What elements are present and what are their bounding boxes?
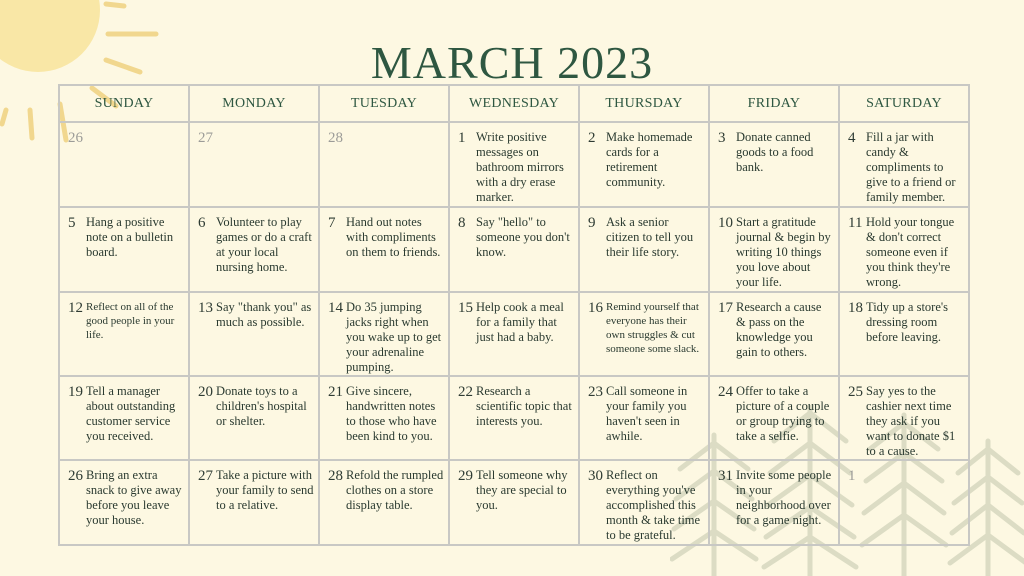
day-number: 7	[328, 215, 336, 231]
day-number: 19	[68, 384, 83, 400]
day-cell	[449, 460, 579, 545]
day-activity: Refold the rumpled clothes on a store display table.	[346, 468, 444, 512]
day-cell	[709, 122, 839, 207]
day-cell	[839, 122, 969, 207]
day-activity: Hand out notes with compliments on them to friends.	[346, 215, 441, 259]
day-cell	[579, 292, 709, 376]
day-cell	[839, 460, 969, 545]
day-number: 15	[458, 300, 473, 316]
day-activity: Say "thank you" as much as possible.	[216, 300, 312, 329]
calendar-grid	[58, 84, 970, 546]
day-activity: Fill a jar with candy & compliments to give to a friend or family member.	[866, 130, 956, 204]
day-cell	[189, 376, 319, 460]
day-activity: Make homemade cards for a retirement community.	[606, 130, 693, 189]
day-activity: Reflect on all of the good people in your life.	[86, 301, 175, 341]
day-number: 20	[198, 384, 213, 400]
day-cell	[709, 207, 839, 292]
weekday-header-saturday: SATURDAY	[839, 85, 969, 122]
day-cell	[189, 460, 319, 545]
day-number: 1	[458, 130, 466, 146]
day-cell	[319, 207, 449, 292]
day-activity: Offer to take a picture of a couple or group trying to take a selfie.	[736, 384, 830, 443]
day-cell	[579, 207, 709, 292]
day-number: 27	[198, 468, 213, 484]
day-number: 16	[588, 300, 603, 316]
calendar-title: MARCH 2023	[370, 37, 654, 88]
day-number: 8	[458, 215, 466, 231]
day-number: 11	[848, 215, 863, 231]
day-cell	[839, 376, 969, 460]
day-cell	[449, 207, 579, 292]
day-cell	[319, 122, 449, 207]
day-number: 28	[328, 130, 343, 146]
day-cell	[579, 376, 709, 460]
day-cell	[709, 376, 839, 460]
day-activity: Ask a senior citizen to tell you their life story.	[606, 215, 694, 259]
day-cell	[59, 376, 189, 460]
day-activity: Invite some people in your neighborhood over for a game night.	[736, 468, 832, 527]
day-cell	[449, 376, 579, 460]
day-number: 25	[848, 384, 863, 400]
day-cell	[319, 460, 449, 545]
day-cell	[709, 460, 839, 545]
day-number: 18	[848, 300, 863, 316]
day-activity: Donate canned goods to a food bank.	[736, 130, 814, 174]
day-number: 1	[848, 468, 856, 484]
day-cell	[59, 460, 189, 545]
day-cell	[59, 207, 189, 292]
day-activity: Volunteer to play games or do a craft at your local nursing home.	[216, 215, 312, 274]
day-cell	[449, 292, 579, 376]
day-number: 6	[198, 215, 206, 231]
day-number: 21	[328, 384, 343, 400]
weekday-header-sunday: SUNDAY	[59, 85, 189, 122]
day-number: 5	[68, 215, 76, 231]
day-cell	[709, 292, 839, 376]
day-number: 17	[718, 300, 733, 316]
day-number: 14	[328, 300, 343, 316]
day-number: 27	[198, 130, 213, 146]
day-number: 12	[68, 300, 83, 316]
day-activity: Take a picture with your family to send to a relative.	[216, 468, 314, 512]
day-number: 29	[458, 468, 473, 484]
day-number: 3	[718, 130, 726, 146]
day-cell	[839, 292, 969, 376]
day-activity: Write positive messages on bathroom mirrors with a dry erase marker.	[476, 130, 564, 204]
day-number: 13	[198, 300, 213, 316]
day-activity: Hold your tongue & don't correct someone even if you think they're wrong.	[866, 215, 955, 289]
day-activity: Hang a positive note on a bulletin board.	[86, 215, 174, 259]
weekday-header-row	[59, 85, 969, 122]
weekday-header-tuesday: TUESDAY	[319, 85, 449, 122]
day-activity: Tidy up a store's dressing room before leaving.	[866, 300, 949, 344]
day-cell	[189, 207, 319, 292]
day-number: 23	[588, 384, 603, 400]
calendar-week-row	[59, 207, 969, 292]
day-number: 26	[68, 130, 83, 146]
day-activity: Say "hello" to someone you don't know.	[476, 215, 570, 259]
day-number: 22	[458, 384, 473, 400]
day-activity: Donate toys to a children's hospital or shelter.	[216, 384, 307, 428]
day-activity: Research a cause & pass on the knowledge you gain to others.	[736, 300, 822, 359]
day-activity: Research a scientific topic that interests you.	[476, 384, 572, 428]
day-activity: Give sincere, handwritten notes to those who have been kind to you.	[346, 384, 437, 443]
day-number: 10	[718, 215, 733, 231]
weekday-header-monday: MONDAY	[189, 85, 319, 122]
weekday-header-wednesday: WEDNESDAY	[449, 85, 579, 122]
day-cell	[579, 460, 709, 545]
day-activity: Remind yourself that everyone has their own struggles & cut someone some slack.	[606, 301, 700, 355]
day-number: 28	[328, 468, 343, 484]
day-activity: Tell someone why they are special to you.	[476, 468, 568, 512]
day-cell	[579, 122, 709, 207]
day-cell	[59, 292, 189, 376]
day-number: 9	[588, 215, 596, 231]
day-activity: Reflect on everything you've accomplished this month & take time to be grateful.	[606, 468, 701, 542]
day-activity: Do 35 jumping jacks right when you wake up to get your adrenaline pumping.	[346, 300, 442, 374]
weekday-header-friday: FRIDAY	[709, 85, 839, 122]
day-activity: Help cook a meal for a family that just had a baby.	[476, 300, 564, 344]
day-cell	[189, 122, 319, 207]
day-activity: Bring an extra snack to give away before you leave your house.	[86, 468, 182, 527]
day-cell	[449, 122, 579, 207]
calendar-week-row	[59, 376, 969, 460]
day-activity: Say yes to the cashier next time they ask if you want to donate $1 to a cause.	[866, 384, 956, 458]
day-activity: Tell a manager about outstanding customer service you received.	[86, 384, 176, 443]
day-number: 30	[588, 468, 603, 484]
day-number: 4	[848, 130, 856, 146]
calendar-week-row	[59, 292, 969, 376]
day-cell	[59, 122, 189, 207]
day-number: 26	[68, 468, 83, 484]
day-activity: Start a gratitude journal & begin by writing 10 things you love about your life.	[736, 215, 831, 289]
day-number: 31	[718, 468, 733, 484]
day-cell	[319, 292, 449, 376]
day-cell	[319, 376, 449, 460]
day-cell	[189, 292, 319, 376]
calendar-week-row	[59, 460, 969, 545]
weekday-header-thursday: THURSDAY	[579, 85, 709, 122]
calendar-week-row	[59, 122, 969, 207]
day-cell	[839, 207, 969, 292]
day-activity: Call someone in your family you haven't seen in awhile.	[606, 384, 688, 443]
day-number: 24	[718, 384, 733, 400]
day-number: 2	[588, 130, 596, 146]
